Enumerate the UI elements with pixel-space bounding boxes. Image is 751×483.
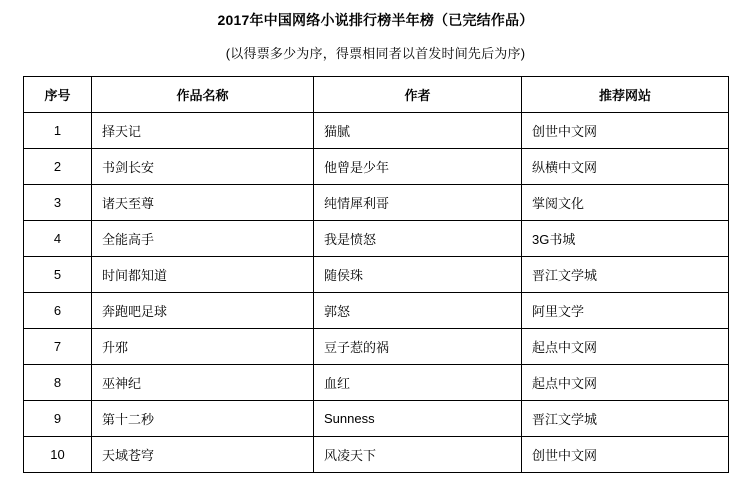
- cell-title: 第十二秒: [92, 401, 314, 437]
- table-header-row: [24, 77, 729, 113]
- table-row: [24, 401, 729, 437]
- cell-title: 奔跑吧足球: [92, 293, 314, 329]
- cell-title: 择天记: [92, 113, 314, 149]
- cell-index: 10: [24, 437, 92, 473]
- cell-site: 起点中文网: [522, 365, 729, 401]
- table-row: [24, 221, 729, 257]
- table-header: [24, 77, 729, 113]
- ranking-table: [23, 76, 729, 473]
- column-header-site: 推荐网站: [522, 77, 729, 113]
- table-row: [24, 113, 729, 149]
- cell-author: 血红: [314, 365, 522, 401]
- cell-index: 5: [24, 257, 92, 293]
- table-row: [24, 365, 729, 401]
- cell-title: 诸天至尊: [92, 185, 314, 221]
- document-page: [0, 10, 751, 483]
- cell-author: 豆子惹的祸: [314, 329, 522, 365]
- cell-index: 6: [24, 293, 92, 329]
- cell-index: 3: [24, 185, 92, 221]
- cell-title: 全能高手: [92, 221, 314, 257]
- column-header-author: 作者: [314, 77, 522, 113]
- cell-site: 晋江文学城: [522, 401, 729, 437]
- cell-site: 阿里文学: [522, 293, 729, 329]
- cell-site: 创世中文网: [522, 113, 729, 149]
- page-title: 2017年中国网络小说排行榜半年榜（已完结作品）: [217, 12, 534, 28]
- table-row: [24, 185, 729, 221]
- cell-index: 4: [24, 221, 92, 257]
- cell-site: 晋江文学城: [522, 257, 729, 293]
- cell-title: 升邪: [92, 329, 314, 365]
- table-row: [24, 257, 729, 293]
- cell-site: 掌阅文化: [522, 185, 729, 221]
- cell-author: 郭怒: [314, 293, 522, 329]
- cell-title: 书剑长安: [92, 149, 314, 185]
- cell-index: 7: [24, 329, 92, 365]
- cell-title: 天域苍穹: [92, 437, 314, 473]
- page-subtitle: (以得票多少为序，得票相同者以首发时间先后为序): [225, 46, 526, 61]
- table-row: [24, 293, 729, 329]
- column-header-index: 序号: [24, 77, 92, 113]
- column-header-title: 作品名称: [92, 77, 314, 113]
- cell-author: 我是愤怒: [314, 221, 522, 257]
- cell-author: 猫腻: [314, 113, 522, 149]
- cell-site: 起点中文网: [522, 329, 729, 365]
- cell-author: 随侯珠: [314, 257, 522, 293]
- table-row: [24, 149, 729, 185]
- cell-site: 3G书城: [522, 221, 729, 257]
- cell-title: 巫神纪: [92, 365, 314, 401]
- cell-index: 2: [24, 149, 92, 185]
- cell-author: Sunness: [314, 401, 522, 437]
- cell-site: 纵横中文网: [522, 149, 729, 185]
- table-row: [24, 329, 729, 365]
- cell-author: 纯情犀利哥: [314, 185, 522, 221]
- cell-index: 1: [24, 113, 92, 149]
- cell-title: 时间都知道: [92, 257, 314, 293]
- table-container: [0, 76, 751, 473]
- table-row: [24, 437, 729, 473]
- cell-index: 9: [24, 401, 92, 437]
- cell-author: 风凌天下: [314, 437, 522, 473]
- cell-index: 8: [24, 365, 92, 401]
- table-body: [24, 113, 729, 473]
- cell-site: 创世中文网: [522, 437, 729, 473]
- cell-author: 他曾是少年: [314, 149, 522, 185]
